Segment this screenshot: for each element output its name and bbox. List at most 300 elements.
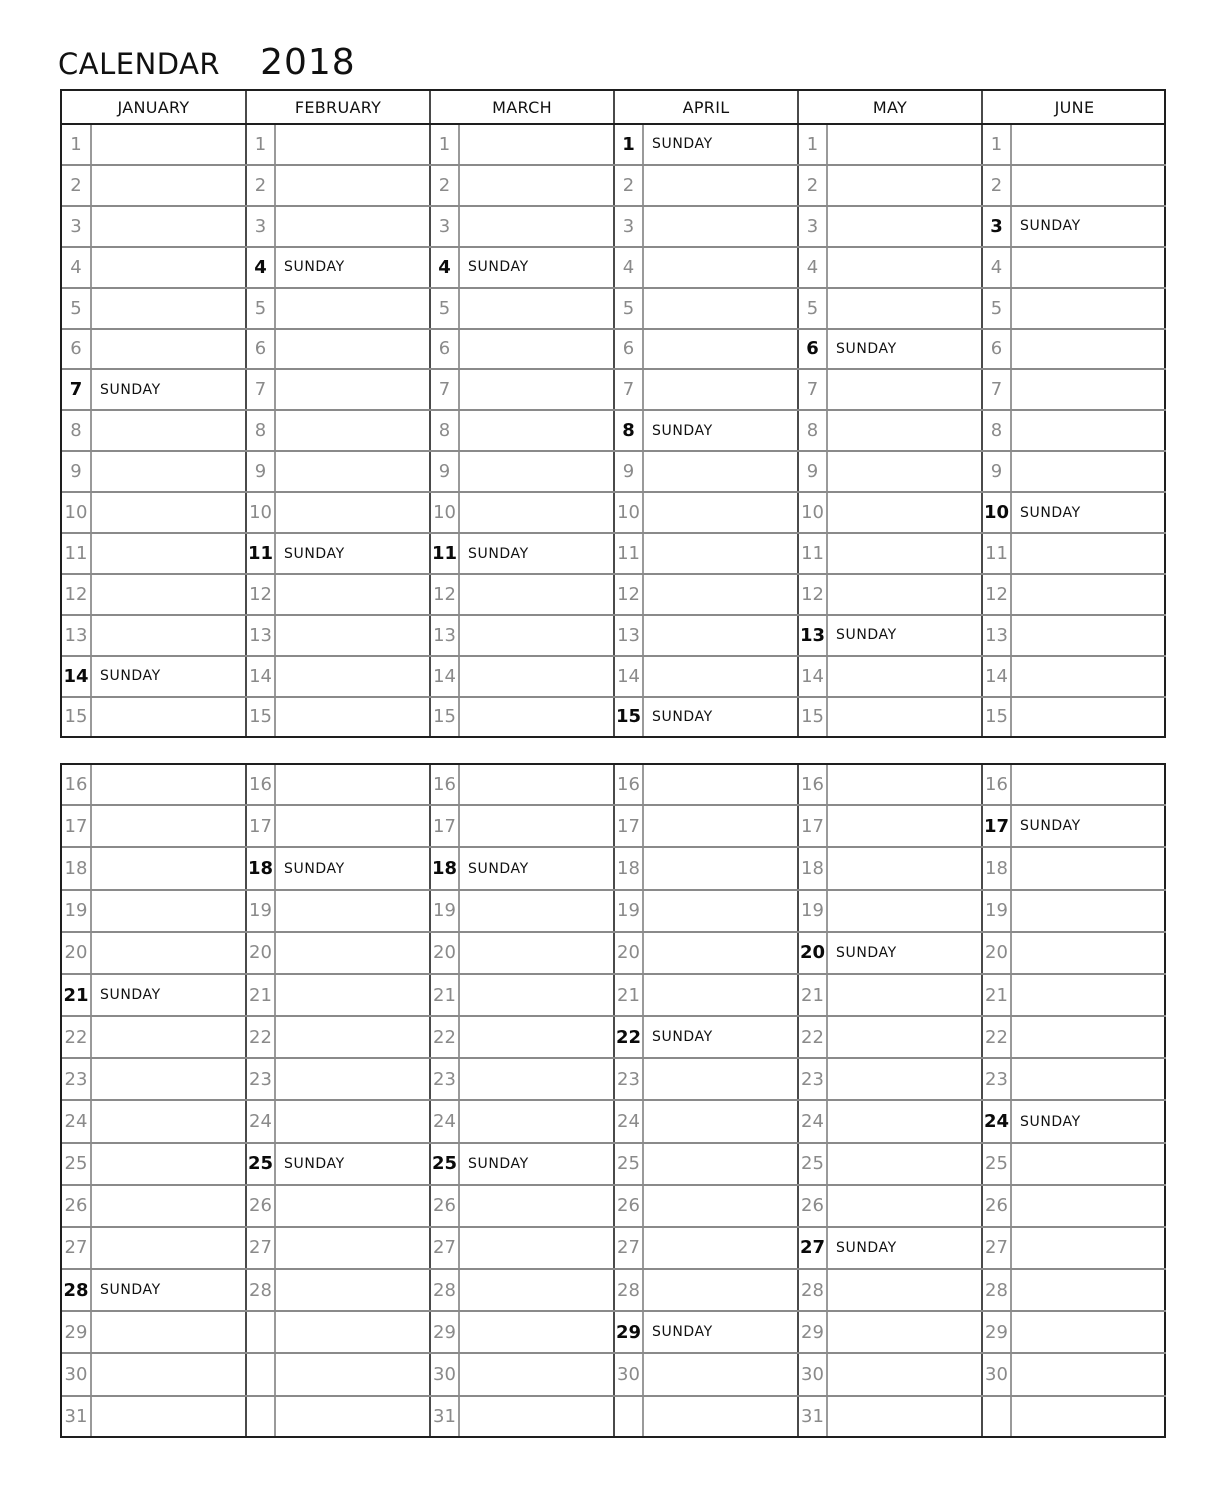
- day-note-cell: [643, 1396, 798, 1436]
- day-note-cell: [643, 805, 798, 847]
- day-note-cell: [1011, 697, 1166, 736]
- day-note-cell: [275, 369, 430, 410]
- day-number: 21: [246, 974, 275, 1016]
- day-number: 10: [430, 492, 459, 533]
- day-number: 18: [246, 847, 275, 889]
- day-row: [62, 369, 1166, 410]
- day-row: [62, 1185, 1166, 1227]
- day-number: 1: [62, 124, 91, 165]
- sunday-label: SUNDAY: [827, 932, 982, 974]
- day-note-cell: [459, 656, 614, 697]
- day-note-cell: [1011, 451, 1166, 492]
- sunday-label: SUNDAY: [91, 656, 246, 697]
- day-note-cell: [827, 533, 982, 574]
- day-note-cell: [827, 369, 982, 410]
- day-number: 19: [982, 890, 1011, 932]
- day-number: 2: [798, 165, 827, 206]
- day-number: 9: [246, 451, 275, 492]
- day-number: 5: [614, 288, 643, 329]
- sunday-label: SUNDAY: [643, 124, 798, 165]
- day-number: 18: [62, 847, 91, 889]
- day-note-cell: [459, 1353, 614, 1395]
- sunday-label: SUNDAY: [1011, 492, 1166, 533]
- day-row: [62, 805, 1166, 847]
- day-number: 31: [798, 1396, 827, 1436]
- day-number: 24: [982, 1100, 1011, 1142]
- day-number: 28: [430, 1269, 459, 1311]
- day-number: 2: [62, 165, 91, 206]
- day-number: [246, 1396, 275, 1436]
- day-number: 10: [246, 492, 275, 533]
- day-number: 11: [798, 533, 827, 574]
- day-number: 22: [430, 1016, 459, 1058]
- day-number: 10: [798, 492, 827, 533]
- day-note-cell: [91, 1143, 246, 1185]
- day-number: 1: [798, 124, 827, 165]
- day-number: [614, 1396, 643, 1436]
- sunday-label: SUNDAY: [275, 247, 430, 288]
- sunday-label: SUNDAY: [91, 1269, 246, 1311]
- day-number: 12: [62, 574, 91, 615]
- day-number: 12: [246, 574, 275, 615]
- day-number: 13: [430, 615, 459, 656]
- sunday-label: SUNDAY: [643, 697, 798, 736]
- day-number: 7: [798, 369, 827, 410]
- day-row: [62, 1058, 1166, 1100]
- day-row: [62, 1353, 1166, 1395]
- day-note-cell: [1011, 974, 1166, 1016]
- day-row: [62, 890, 1166, 932]
- day-number: 2: [430, 165, 459, 206]
- day-number: 7: [982, 369, 1011, 410]
- day-note-cell: [827, 247, 982, 288]
- day-number: 6: [62, 329, 91, 370]
- day-note-cell: [1011, 1016, 1166, 1058]
- day-number: 4: [246, 247, 275, 288]
- day-note-cell: [827, 1396, 982, 1436]
- day-number: 24: [614, 1100, 643, 1142]
- day-number: 9: [614, 451, 643, 492]
- calendar-title: [58, 42, 356, 86]
- day-note-cell: [91, 1058, 246, 1100]
- day-note-cell: [643, 847, 798, 889]
- day-note-cell: [643, 615, 798, 656]
- day-note-cell: [827, 974, 982, 1016]
- day-note-cell: [1011, 533, 1166, 574]
- day-note-cell: [643, 1269, 798, 1311]
- day-number: 4: [614, 247, 643, 288]
- day-note-cell: [275, 1185, 430, 1227]
- day-note-cell: [459, 1185, 614, 1227]
- day-note-cell: [459, 288, 614, 329]
- day-note-cell: [275, 1058, 430, 1100]
- day-note-cell: [827, 847, 982, 889]
- day-number: 15: [62, 697, 91, 736]
- sunday-label: SUNDAY: [827, 615, 982, 656]
- day-note-cell: [459, 451, 614, 492]
- day-note-cell: [91, 1396, 246, 1436]
- day-number: 8: [798, 410, 827, 451]
- day-number: 16: [982, 765, 1011, 805]
- day-number: 3: [798, 206, 827, 247]
- day-number: 27: [246, 1227, 275, 1269]
- day-row: [62, 247, 1166, 288]
- day-note-cell: [91, 1100, 246, 1142]
- day-number: 21: [982, 974, 1011, 1016]
- day-number: 15: [614, 697, 643, 736]
- day-note-cell: [1011, 765, 1166, 805]
- day-number: 3: [246, 206, 275, 247]
- day-row: [62, 206, 1166, 247]
- day-number: 12: [982, 574, 1011, 615]
- day-note-cell: [91, 932, 246, 974]
- day-number: 20: [982, 932, 1011, 974]
- day-note-cell: [643, 329, 798, 370]
- day-number: 28: [62, 1269, 91, 1311]
- day-number: 30: [614, 1353, 643, 1395]
- day-note-cell: [827, 1353, 982, 1395]
- day-number: 19: [62, 890, 91, 932]
- day-note-cell: [459, 1100, 614, 1142]
- day-number: 26: [614, 1185, 643, 1227]
- day-number: 27: [62, 1227, 91, 1269]
- day-number: 25: [798, 1143, 827, 1185]
- day-number: 14: [614, 656, 643, 697]
- title-label: CALENDAR: [58, 47, 221, 81]
- day-number: 25: [982, 1143, 1011, 1185]
- day-number: 16: [614, 765, 643, 805]
- day-note-cell: [459, 165, 614, 206]
- day-note-cell: [275, 974, 430, 1016]
- day-note-cell: [643, 1227, 798, 1269]
- day-note-cell: [1011, 1227, 1166, 1269]
- day-number: 16: [246, 765, 275, 805]
- day-note-cell: [459, 329, 614, 370]
- day-number: 23: [982, 1058, 1011, 1100]
- day-number: 14: [246, 656, 275, 697]
- day-note-cell: [1011, 574, 1166, 615]
- month-header-april: APRIL: [614, 91, 798, 124]
- day-number: 16: [430, 765, 459, 805]
- month-header-march: MARCH: [430, 91, 614, 124]
- day-note-cell: [275, 1311, 430, 1353]
- day-number: 28: [246, 1269, 275, 1311]
- day-number: 22: [982, 1016, 1011, 1058]
- day-note-cell: [827, 805, 982, 847]
- day-number: 10: [982, 492, 1011, 533]
- day-note-cell: [91, 165, 246, 206]
- day-number: 19: [798, 890, 827, 932]
- day-note-cell: [91, 1353, 246, 1395]
- day-note-cell: [91, 1016, 246, 1058]
- sunday-label: SUNDAY: [91, 369, 246, 410]
- day-note-cell: [643, 656, 798, 697]
- day-note-cell: [459, 1269, 614, 1311]
- day-number: 20: [798, 932, 827, 974]
- day-number: 15: [246, 697, 275, 736]
- day-number: 11: [614, 533, 643, 574]
- day-row: [62, 697, 1166, 736]
- title-year: 2018: [260, 42, 356, 83]
- sunday-label: SUNDAY: [643, 1311, 798, 1353]
- day-number: 29: [614, 1311, 643, 1353]
- day-note-cell: [643, 1143, 798, 1185]
- day-note-cell: [275, 615, 430, 656]
- day-note-cell: [91, 1227, 246, 1269]
- day-note-cell: [1011, 1143, 1166, 1185]
- day-note-cell: [643, 165, 798, 206]
- day-number: 14: [430, 656, 459, 697]
- day-note-cell: [827, 697, 982, 736]
- sunday-label: SUNDAY: [275, 1143, 430, 1185]
- day-number: 7: [430, 369, 459, 410]
- day-note-cell: [91, 765, 246, 805]
- day-number: 21: [430, 974, 459, 1016]
- day-note-cell: [275, 410, 430, 451]
- day-number: 27: [614, 1227, 643, 1269]
- day-number: 28: [798, 1269, 827, 1311]
- day-note-cell: [275, 1396, 430, 1436]
- day-number: 5: [982, 288, 1011, 329]
- day-note-cell: [459, 206, 614, 247]
- day-note-cell: [91, 451, 246, 492]
- day-note-cell: [1011, 890, 1166, 932]
- day-number: 3: [982, 206, 1011, 247]
- day-note-cell: [643, 492, 798, 533]
- day-row: [62, 451, 1166, 492]
- day-note-cell: [1011, 1396, 1166, 1436]
- day-note-cell: [275, 206, 430, 247]
- day-note-cell: [827, 451, 982, 492]
- day-number: 20: [614, 932, 643, 974]
- day-number: 19: [614, 890, 643, 932]
- day-number: 21: [62, 974, 91, 1016]
- day-number: 20: [246, 932, 275, 974]
- day-number: 8: [246, 410, 275, 451]
- month-header-january: JANUARY: [62, 91, 246, 124]
- day-number: 22: [798, 1016, 827, 1058]
- day-note-cell: [643, 533, 798, 574]
- day-number: 17: [798, 805, 827, 847]
- day-note-cell: [275, 1227, 430, 1269]
- day-number: [246, 1311, 275, 1353]
- day-number: 26: [982, 1185, 1011, 1227]
- day-note-cell: [459, 932, 614, 974]
- day-number: 21: [614, 974, 643, 1016]
- day-note-cell: [643, 932, 798, 974]
- sunday-label: SUNDAY: [459, 847, 614, 889]
- day-number: 22: [246, 1016, 275, 1058]
- day-note-cell: [827, 410, 982, 451]
- day-row: [62, 1100, 1166, 1142]
- day-number: 11: [430, 533, 459, 574]
- day-number: 17: [246, 805, 275, 847]
- day-note-cell: [275, 1269, 430, 1311]
- day-note-cell: [827, 124, 982, 165]
- day-number: 19: [430, 890, 459, 932]
- day-number: 24: [430, 1100, 459, 1142]
- day-note-cell: [1011, 1185, 1166, 1227]
- calendar-grid-days-16-31: [60, 763, 1166, 1438]
- day-note-cell: [643, 1100, 798, 1142]
- day-number: 2: [614, 165, 643, 206]
- day-number: 2: [982, 165, 1011, 206]
- day-number: 30: [62, 1353, 91, 1395]
- day-number: 16: [62, 765, 91, 805]
- day-note-cell: [827, 288, 982, 329]
- day-number: 7: [614, 369, 643, 410]
- day-number: 15: [798, 697, 827, 736]
- day-number: 14: [62, 656, 91, 697]
- day-number: 23: [614, 1058, 643, 1100]
- day-number: 1: [246, 124, 275, 165]
- day-note-cell: [1011, 1269, 1166, 1311]
- day-number: 11: [982, 533, 1011, 574]
- sunday-label: SUNDAY: [91, 974, 246, 1016]
- day-note-cell: [459, 697, 614, 736]
- day-number: 30: [430, 1353, 459, 1395]
- day-note-cell: [1011, 124, 1166, 165]
- sunday-label: SUNDAY: [1011, 805, 1166, 847]
- day-number: 18: [798, 847, 827, 889]
- day-number: 4: [430, 247, 459, 288]
- day-note-cell: [459, 1058, 614, 1100]
- day-note-cell: [275, 932, 430, 974]
- day-number: 13: [62, 615, 91, 656]
- day-note-cell: [643, 890, 798, 932]
- day-note-cell: [1011, 1058, 1166, 1100]
- day-row: [62, 329, 1166, 370]
- calendar-grid-days-1-15: [60, 89, 1166, 738]
- day-number: 17: [982, 805, 1011, 847]
- day-note-cell: [827, 165, 982, 206]
- day-note-cell: [91, 410, 246, 451]
- day-note-cell: [275, 1353, 430, 1395]
- day-number: 23: [62, 1058, 91, 1100]
- sunday-label: SUNDAY: [643, 1016, 798, 1058]
- day-number: 5: [430, 288, 459, 329]
- day-number: 4: [982, 247, 1011, 288]
- day-note-cell: [827, 890, 982, 932]
- day-number: 3: [430, 206, 459, 247]
- day-note-cell: [91, 329, 246, 370]
- day-number: 17: [614, 805, 643, 847]
- day-row: [62, 1311, 1166, 1353]
- day-note-cell: [643, 1185, 798, 1227]
- day-note-cell: [275, 890, 430, 932]
- day-number: 16: [798, 765, 827, 805]
- day-note-cell: [643, 974, 798, 1016]
- day-note-cell: [275, 1016, 430, 1058]
- day-note-cell: [275, 451, 430, 492]
- day-note-cell: [91, 697, 246, 736]
- day-number: [246, 1353, 275, 1395]
- day-number: 15: [982, 697, 1011, 736]
- day-note-cell: [643, 574, 798, 615]
- day-note-cell: [91, 288, 246, 329]
- day-row: [62, 932, 1166, 974]
- sunday-label: SUNDAY: [275, 847, 430, 889]
- day-number: 5: [62, 288, 91, 329]
- month-header-february: FEBRUARY: [246, 91, 430, 124]
- day-row: [62, 847, 1166, 889]
- day-note-cell: [1011, 1311, 1166, 1353]
- day-note-cell: [459, 805, 614, 847]
- day-note-cell: [827, 656, 982, 697]
- day-note-cell: [1011, 165, 1166, 206]
- day-row: [62, 1227, 1166, 1269]
- day-number: 12: [798, 574, 827, 615]
- day-number: 29: [982, 1311, 1011, 1353]
- day-number: 26: [430, 1185, 459, 1227]
- day-number: 18: [982, 847, 1011, 889]
- day-number: 14: [982, 656, 1011, 697]
- day-number: 8: [430, 410, 459, 451]
- day-row: [62, 1269, 1166, 1311]
- day-note-cell: [91, 805, 246, 847]
- day-note-cell: [643, 1058, 798, 1100]
- day-note-cell: [1011, 329, 1166, 370]
- day-note-cell: [459, 410, 614, 451]
- day-note-cell: [275, 492, 430, 533]
- sunday-label: SUNDAY: [275, 533, 430, 574]
- day-number: 25: [430, 1143, 459, 1185]
- day-row: [62, 288, 1166, 329]
- day-note-cell: [459, 765, 614, 805]
- day-number: 6: [430, 329, 459, 370]
- sunday-label: SUNDAY: [459, 533, 614, 574]
- sunday-label: SUNDAY: [459, 1143, 614, 1185]
- day-number: 25: [246, 1143, 275, 1185]
- day-note-cell: [459, 369, 614, 410]
- day-note-cell: [1011, 656, 1166, 697]
- day-note-cell: [1011, 410, 1166, 451]
- day-number: 23: [798, 1058, 827, 1100]
- day-row: [62, 974, 1166, 1016]
- day-note-cell: [459, 890, 614, 932]
- day-number: 10: [62, 492, 91, 533]
- day-note-cell: [643, 369, 798, 410]
- day-row: [62, 765, 1166, 805]
- day-note-cell: [827, 1185, 982, 1227]
- day-note-cell: [275, 574, 430, 615]
- day-note-cell: [643, 765, 798, 805]
- day-number: 26: [62, 1185, 91, 1227]
- sunday-label: SUNDAY: [459, 247, 614, 288]
- day-note-cell: [643, 206, 798, 247]
- day-number: 22: [62, 1016, 91, 1058]
- sunday-label: SUNDAY: [1011, 206, 1166, 247]
- day-note-cell: [459, 492, 614, 533]
- day-note-cell: [827, 492, 982, 533]
- day-note-cell: [275, 765, 430, 805]
- day-row: [62, 533, 1166, 574]
- day-number: 20: [430, 932, 459, 974]
- day-number: 11: [62, 533, 91, 574]
- day-note-cell: [91, 615, 246, 656]
- day-number: 27: [430, 1227, 459, 1269]
- day-note-cell: [643, 1353, 798, 1395]
- day-note-cell: [275, 697, 430, 736]
- day-note-cell: [91, 847, 246, 889]
- day-number: 6: [614, 329, 643, 370]
- day-note-cell: [275, 329, 430, 370]
- day-row: [62, 124, 1166, 165]
- day-number: 3: [62, 206, 91, 247]
- day-number: 5: [246, 288, 275, 329]
- day-number: 31: [430, 1396, 459, 1436]
- day-note-cell: [1011, 1353, 1166, 1395]
